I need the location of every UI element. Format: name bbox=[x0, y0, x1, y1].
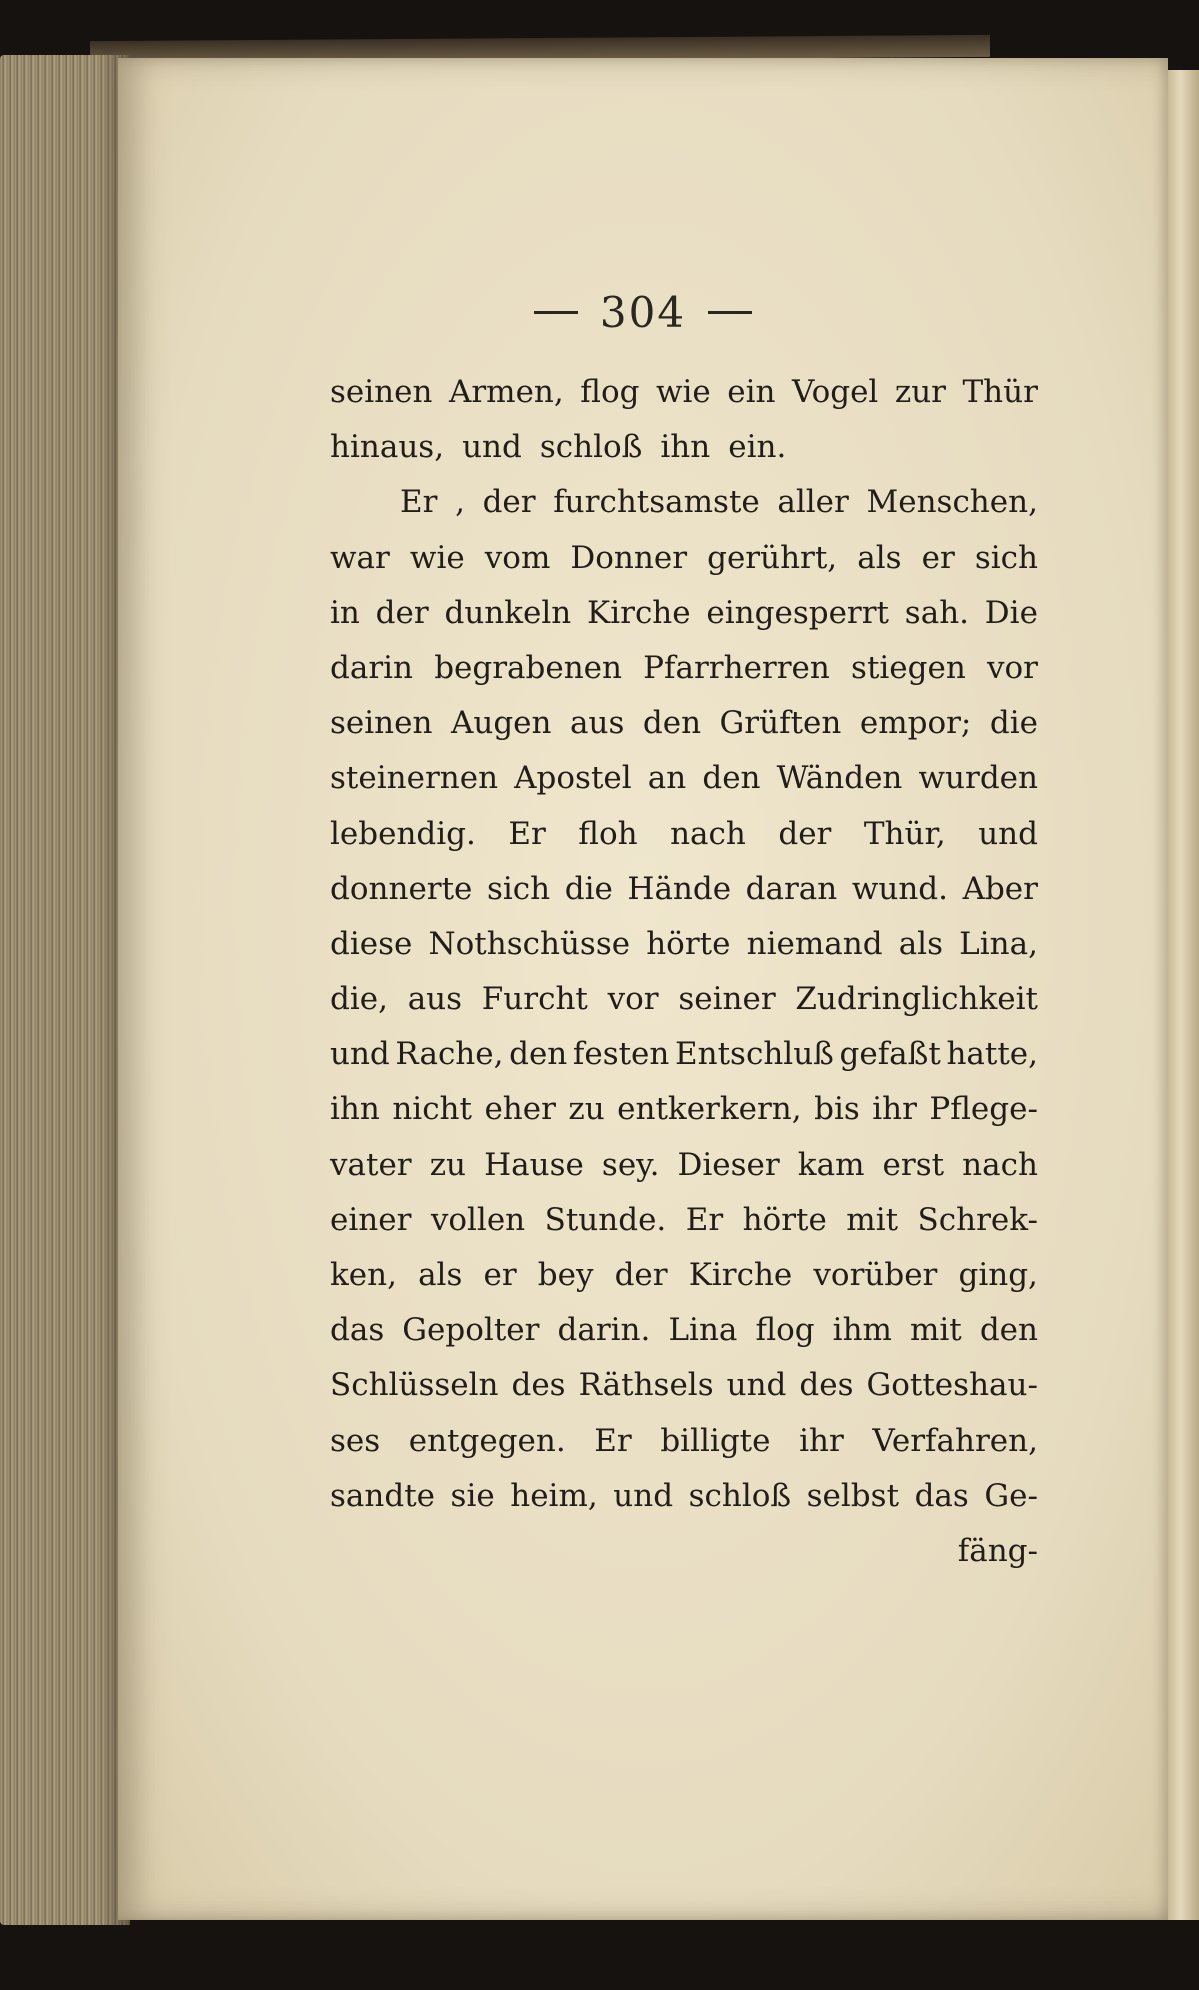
word: er bbox=[921, 539, 955, 576]
text-line bbox=[330, 1138, 1038, 1193]
text-line bbox=[330, 1469, 1038, 1524]
word: sah. bbox=[904, 594, 970, 631]
word: zu bbox=[429, 1146, 467, 1183]
word: Schrek- bbox=[917, 1201, 1038, 1238]
word: den bbox=[702, 760, 761, 797]
text-line bbox=[330, 917, 1038, 972]
word: niemand bbox=[746, 925, 883, 962]
book-right-edge bbox=[1168, 70, 1199, 1920]
word: hinaus, bbox=[330, 429, 445, 466]
word: Schlüsseln bbox=[330, 1367, 499, 1404]
word: eingesperrt bbox=[706, 594, 890, 631]
text-line bbox=[330, 1414, 1038, 1469]
word: als bbox=[857, 539, 902, 576]
word: bey bbox=[537, 1257, 594, 1293]
word: Er bbox=[685, 1201, 724, 1238]
word: mit bbox=[910, 1312, 962, 1349]
word: hörte bbox=[646, 925, 731, 962]
word: eher bbox=[484, 1091, 556, 1128]
word: ihr bbox=[799, 1422, 844, 1459]
word: in bbox=[330, 594, 360, 631]
word: sich bbox=[974, 539, 1038, 576]
word: sandte bbox=[330, 1477, 436, 1514]
word: Donner bbox=[570, 539, 688, 576]
word: den bbox=[509, 1036, 568, 1073]
word: lebendig. bbox=[330, 815, 476, 852]
word: gerührt, bbox=[707, 539, 838, 576]
word: der bbox=[482, 484, 536, 521]
word: begrabenen bbox=[434, 649, 622, 686]
word: Thür, bbox=[863, 815, 946, 852]
word: der bbox=[614, 1257, 668, 1293]
word: und bbox=[613, 1477, 674, 1514]
word: kam bbox=[797, 1146, 865, 1183]
word: entkerkern, bbox=[617, 1091, 802, 1128]
word: sey. bbox=[601, 1146, 660, 1183]
word: Pflege- bbox=[929, 1091, 1038, 1128]
word: vom bbox=[484, 539, 551, 576]
word: und bbox=[978, 815, 1038, 852]
text-line bbox=[330, 696, 1038, 751]
word: Vogel bbox=[792, 374, 879, 410]
text-line bbox=[330, 1082, 1038, 1137]
text-line bbox=[330, 862, 1038, 917]
word: sie bbox=[450, 1477, 495, 1514]
word: und bbox=[330, 1036, 390, 1073]
word: vor bbox=[607, 981, 659, 1018]
word: empor; bbox=[859, 705, 972, 742]
word: und bbox=[726, 1367, 787, 1404]
word: ging, bbox=[958, 1257, 1038, 1293]
word: Armen, bbox=[448, 374, 564, 410]
word: Gotteshau- bbox=[866, 1367, 1038, 1404]
word: steinernen bbox=[330, 760, 499, 797]
word: , bbox=[455, 484, 465, 521]
word: als bbox=[898, 925, 943, 962]
text-line bbox=[330, 420, 1038, 475]
header-dash-right bbox=[708, 311, 752, 314]
word: stiegen bbox=[851, 649, 966, 686]
word: Dieser bbox=[677, 1146, 780, 1183]
word: darin bbox=[330, 649, 414, 686]
page-number: 304 bbox=[599, 287, 687, 337]
word: erst bbox=[882, 1146, 945, 1183]
word: das bbox=[914, 1477, 969, 1514]
word: wie bbox=[409, 539, 465, 576]
word: ihm bbox=[832, 1312, 892, 1349]
word: mit bbox=[846, 1201, 899, 1238]
word: Kirche bbox=[688, 1257, 793, 1293]
text-line bbox=[330, 1303, 1038, 1358]
word: er bbox=[483, 1257, 517, 1293]
text-line bbox=[330, 1027, 1038, 1082]
word: vollen bbox=[430, 1201, 526, 1238]
word: ihn bbox=[660, 429, 711, 466]
word: vor bbox=[986, 649, 1038, 686]
word: Gepolter bbox=[402, 1312, 540, 1349]
word: billigte bbox=[660, 1422, 771, 1459]
word: donnerte bbox=[330, 870, 473, 907]
text-line bbox=[330, 807, 1038, 862]
word: flog bbox=[580, 374, 640, 410]
text-line bbox=[330, 586, 1038, 641]
word: war bbox=[330, 539, 390, 576]
word: des bbox=[511, 1367, 566, 1404]
word: Die bbox=[984, 594, 1038, 631]
word: flog bbox=[755, 1312, 815, 1349]
word: Zudringlichkeit bbox=[795, 981, 1038, 1018]
word: ihr bbox=[872, 1091, 917, 1128]
word: schloß bbox=[539, 429, 643, 466]
page-header bbox=[118, 282, 1168, 342]
word: nicht bbox=[392, 1091, 472, 1128]
body-text bbox=[330, 365, 1038, 1579]
word: Er bbox=[400, 484, 438, 521]
word: daran bbox=[745, 870, 838, 907]
word: Rache, bbox=[395, 1036, 504, 1073]
text-line bbox=[330, 641, 1038, 696]
word: Kirche bbox=[587, 594, 691, 631]
word: Nothschüsse bbox=[428, 925, 631, 962]
word: aus bbox=[570, 705, 625, 742]
word: ses bbox=[330, 1422, 381, 1459]
word: zur bbox=[894, 374, 946, 410]
word: wurden bbox=[918, 760, 1038, 797]
word: diese bbox=[330, 925, 413, 962]
word: ein. bbox=[728, 429, 787, 466]
word: ihn bbox=[330, 1091, 380, 1128]
text-line bbox=[330, 365, 1038, 420]
word: sich bbox=[486, 870, 551, 907]
word: schloß bbox=[688, 1477, 792, 1514]
word: furchtsamste bbox=[553, 484, 760, 521]
word: den bbox=[642, 705, 702, 742]
word: hörte bbox=[742, 1201, 827, 1238]
word: der bbox=[778, 815, 832, 852]
word: aller bbox=[777, 484, 849, 521]
word: nach bbox=[670, 815, 746, 852]
word: und bbox=[462, 429, 522, 466]
word: seinen bbox=[330, 374, 433, 410]
word: seiner bbox=[678, 981, 776, 1018]
word: das bbox=[330, 1312, 385, 1349]
word: vater bbox=[330, 1146, 412, 1183]
word: Hände bbox=[627, 870, 732, 907]
word: Pfarrherren bbox=[643, 649, 830, 686]
word: Menschen, bbox=[866, 484, 1038, 521]
word: vorüber bbox=[813, 1257, 938, 1293]
word: Stunde. bbox=[544, 1201, 667, 1238]
word: ein bbox=[727, 374, 776, 410]
word: Apostel bbox=[514, 760, 632, 797]
text-line bbox=[330, 751, 1038, 806]
header-dash-left bbox=[534, 311, 578, 314]
word: Augen bbox=[450, 705, 552, 742]
word: nach bbox=[962, 1146, 1038, 1183]
word: Grüften bbox=[719, 705, 842, 742]
word: wund. bbox=[851, 870, 948, 907]
word: Lina, bbox=[959, 925, 1038, 962]
word: die bbox=[989, 705, 1038, 742]
word: einer bbox=[330, 1201, 412, 1238]
word: darin. bbox=[557, 1312, 651, 1349]
text-line bbox=[330, 1248, 1038, 1303]
word: bis bbox=[814, 1091, 860, 1128]
word: hatte, bbox=[946, 1036, 1038, 1073]
catchword: fäng- bbox=[957, 1532, 1038, 1569]
word: Ge- bbox=[984, 1477, 1038, 1514]
word: Lina bbox=[668, 1312, 738, 1349]
word: wie bbox=[655, 374, 711, 410]
word: floh bbox=[578, 815, 638, 852]
word: Verfahren, bbox=[872, 1422, 1038, 1459]
word: seinen bbox=[330, 705, 433, 742]
word: den bbox=[979, 1312, 1038, 1349]
word: Er bbox=[508, 815, 546, 852]
text-line bbox=[330, 475, 1038, 530]
word: heim, bbox=[510, 1477, 598, 1514]
text-line bbox=[330, 1193, 1038, 1248]
word: Thür bbox=[962, 374, 1038, 410]
word: Wänden bbox=[776, 760, 903, 797]
word: Räthsels bbox=[578, 1367, 714, 1404]
word: entgegen. bbox=[408, 1422, 566, 1459]
word: Er bbox=[594, 1422, 632, 1459]
word: selbst bbox=[806, 1477, 900, 1514]
word: zu bbox=[568, 1091, 605, 1128]
word: gefaßt bbox=[839, 1036, 941, 1073]
word: die bbox=[564, 870, 613, 907]
word: Entschluß bbox=[675, 1036, 834, 1073]
word: ken, bbox=[330, 1257, 397, 1293]
word: Furcht bbox=[481, 981, 588, 1018]
word: aus bbox=[407, 981, 463, 1018]
text-line bbox=[330, 531, 1038, 586]
text-line bbox=[330, 1358, 1038, 1413]
text-line bbox=[330, 972, 1038, 1027]
word: festen bbox=[572, 1036, 670, 1073]
word: als bbox=[418, 1257, 463, 1293]
word: die, bbox=[330, 981, 388, 1018]
word: der bbox=[375, 594, 429, 631]
catchword-line bbox=[330, 1524, 1038, 1579]
word: Aber bbox=[962, 870, 1038, 907]
word: des bbox=[799, 1367, 854, 1404]
word: an bbox=[647, 760, 687, 797]
word: dunkeln bbox=[444, 594, 572, 631]
word: Hause bbox=[484, 1146, 584, 1183]
